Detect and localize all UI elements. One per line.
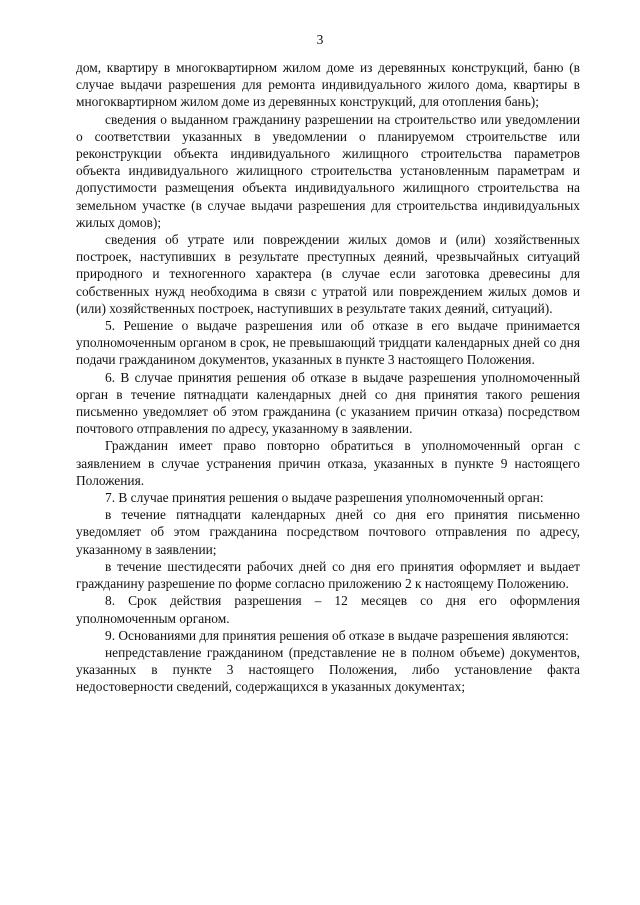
paragraph-continuation: дом, квартиру в многоквартирном жилом доме из деревянных конструкций, баню (в случае выдачи разрешения для ремонта индивидуального жилого дома, квартиры в многоквартирном жилом доме из деревянных конструкций, для отопления бань); [76,60,580,110]
paragraph-item-7: 7. В случае принятия решения о выдаче разрешения уполномоченный орган: [105,490,544,506]
paragraph-reapply-right: Гражданин имеет право повторно обратиться в уполномоченный орган с заявлением в случае устранения причин отказа, указанных в пункте 9 настоящего Положения. [76,438,580,488]
paragraph-item-9-reason: непредставление гражданином (представление не в полном объеме) документов, указанных в пункте 3 настоящего Положения, либо установление факта недостоверности сведений, содержащихся в указанных документах; [76,644,580,695]
document-body [76,59,580,696]
page-number: 3 [316,32,324,47]
paragraph-item-8: 8. Срок действия разрешения – 12 месяцев со дня его оформления уполномоченным органом. [76,593,580,626]
paragraph-item-7-issue: в течение шестидесяти рабочих дней со дня его принятия оформляет и выдает гражданину разрешение по форме согласно приложению 2 к настоящему Положению. [76,558,580,592]
paragraph-item-7-notify: в течение пятнадцати календарных дней со дня его принятия письменно уведомляет об этом гражданина посредством почтового отправления по адресу, указанному в заявлении; [76,507,580,557]
paragraph-loss-damage-info: сведения об утрате или повреждении жилых домов и (или) хозяйственных построек, наступивших в результате преступных деяний, чрезвычайных ситуаций природного и техногенного характера (в случае если заготовка древесины для собственных нужд необходима в связи с утратой или повреждением жилых домов и (или) хозяйственных построек, наступивших в результате таких деяний, ситуаций). [76,232,580,316]
paragraph-item-6: 6. В случае принятия решения об отказе в выдаче разрешения уполномоченный орган в течение пятнадцати календарных дней со дня принятия такого решения письменно уведомляет об этом гражданина (с указанием причин отказа) посредством почтового отправления по адресу, указанному в заявлении. [76,369,580,437]
paragraph-construction-permit-info: сведения о выданном гражданину разрешении на строительство или уведомлении о соответствии указанных в уведомлении о планируемом строительстве или реконструкции объекта индивидуального жилищного строительства параметров объекта индивидуального жилищного строительства установленным параметрам и допустимости размещения объекта индивидуального жилищного строительства на земельном участке (в случае выдачи разрешения для строительства индивидуальных жилых домов); [76,111,580,230]
paragraph-item-5: 5. Решение о выдаче разрешения или об отказе в его выдаче принимается уполномоченным органом в срок, не превышающий тридцати календарных дней со дня подачи гражданином документов, указанных в пункте 3 настоящего Положения. [76,318,580,368]
paragraph-item-9: 9. Основаниями для принятия решения об отказе в выдаче разрешения являются: [105,627,569,643]
